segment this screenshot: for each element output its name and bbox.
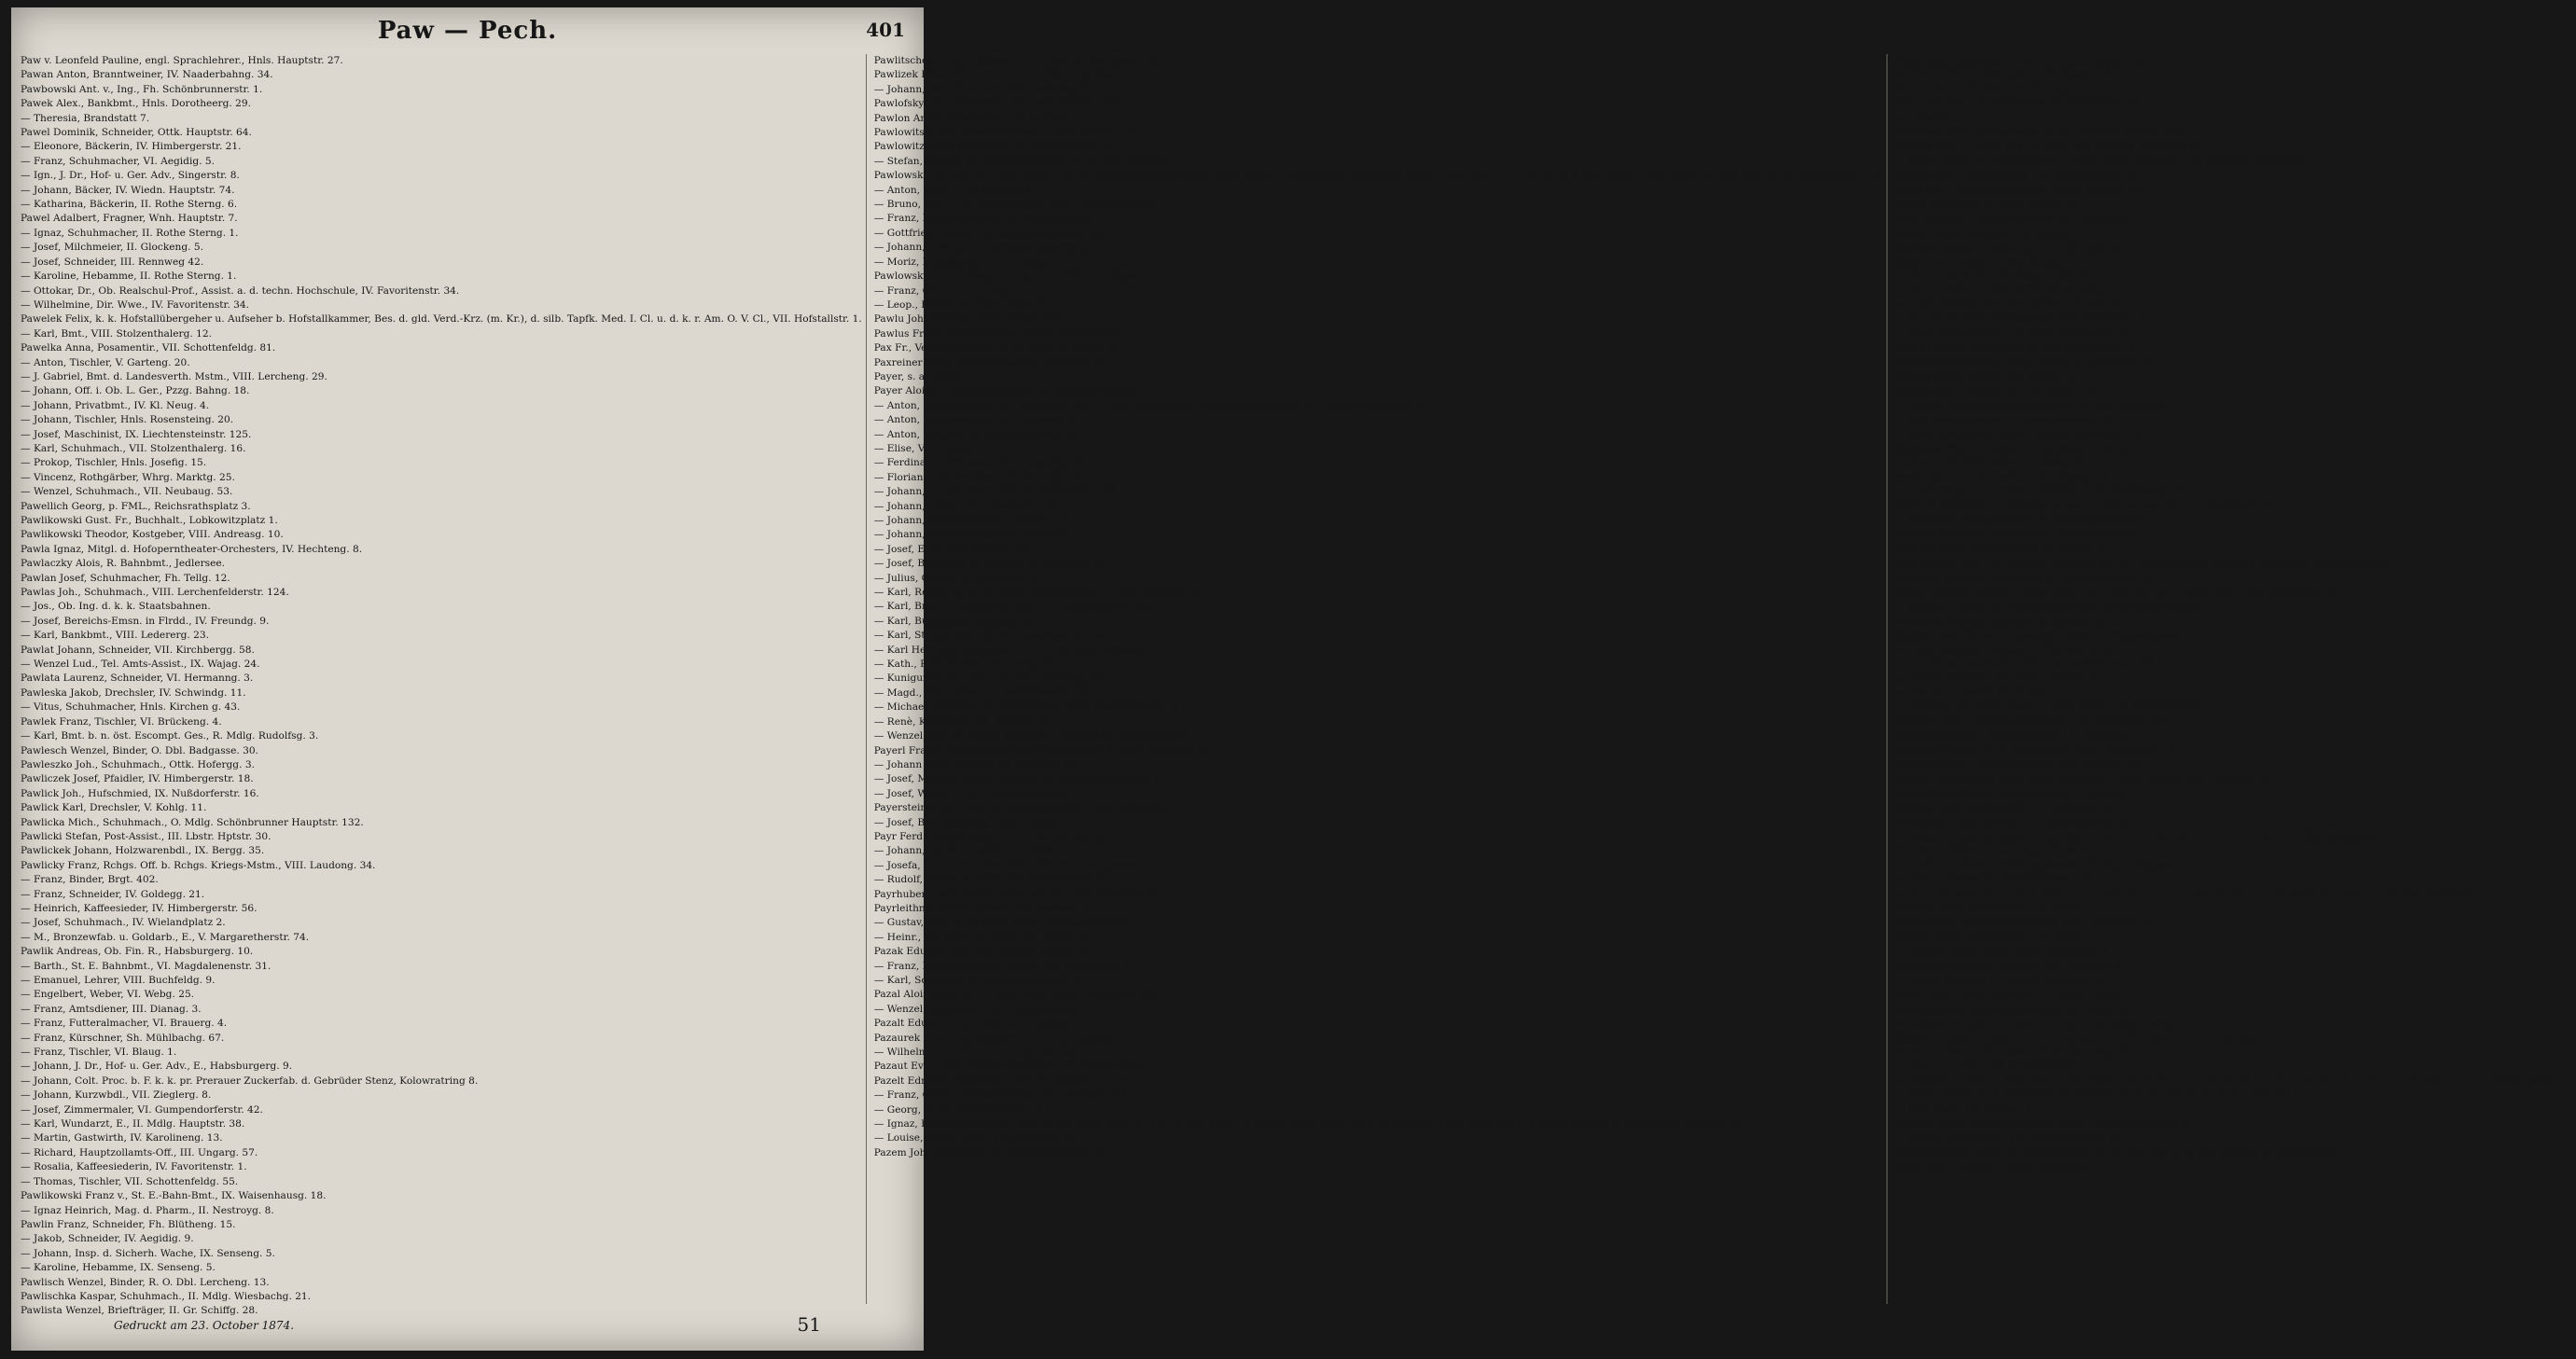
directory-entry: Pawlesch Wenzel, Binder, O. Dbl. Badgasse. 30. <box>21 744 258 756</box>
directory-entry: — Johann, Magist. Bmt., VII. Mariahilferstr. 120. <box>873 486 1119 498</box>
directory-entry: — Gustav, Bmt. d. R. Bahn, Whrg. Michaelerstraße 7. <box>873 917 1142 929</box>
directory-entry: — Elise, VII. Kaiserstr. 16. <box>873 442 1007 454</box>
directory-entry: Pechlet Adele, Tabaktrafik., III. Beatrixg. 32. <box>1894 802 2119 814</box>
directory-entry: — Franz, Historienmaler, III. Marokkanerg. 7. <box>873 213 1106 225</box>
directory-entry: Pawlick Joh., Hufschmied, IX. Nußdorferstr. 16. <box>21 787 259 799</box>
directory-entry: — Franz, Binder, Brgt. 402. <box>21 874 159 886</box>
directory-entry: Payrhuber Ignaz, Stadtlohnwagen-Inh., Minoritenplatz 6. <box>873 888 1162 900</box>
directory-entry: Pazroiner Josef, Goldarbeiter, R. Fh. Verläng. Brunng. 674. <box>1894 127 2190 139</box>
directory-entry: Pechiv v. Weitenfeld Karl, Milit. Zahlmeist. i. Gen. Cmdo., VIII. Laudong. 31. <box>1894 773 2277 785</box>
directory-entry: Paxreiner Josef, Goldarbeiter, VII. Seideng. 21. <box>873 356 1109 368</box>
directory-entry: — Karl, Bmt. b. n. öst. Escompt. Ges., R. Mdlg. Rudolfsg. 3. <box>21 730 319 742</box>
directory-entry: — Karl, Wundarzt, E., II. Mdlg. Hauptstr. 38. <box>21 1118 245 1130</box>
directory-entry: Pečar Michael, Gymnasiallehrer, III. Blütheng. 6. <box>1894 213 2140 225</box>
directory-entry: — Karoline, Hebamme, IX. Senseng. 5. <box>21 1262 216 1274</box>
directory-entry: — Johann Paul, Tischler, III. Adamsg. 10. <box>873 758 1079 770</box>
directory-entry: Pecky Andreas v., Gutsbes., IV. Marianneng. 10. <box>1894 1047 2135 1059</box>
directory-entry: — Franz, Geschäftsleiter, VI. Wallg. 9. <box>1894 457 2086 469</box>
directory-entry: — Franz, Gastwirth, IV. Hauptstraße 61. <box>1894 270 2097 283</box>
directory-entry: — Ignaz, Schuhmacher, II. Rothe Sterng. 1. <box>21 227 239 239</box>
directory-entry: — Wilhelmine, Dir. Wwe., IV. Favoritenstr. 34. <box>21 298 250 311</box>
directory-entry: Pečinka Anton, Assecuranzbmt., Hnls. Leitermayergasse 4. <box>1894 1118 2192 1130</box>
directory-entry: — Johann, Privatbmt., IV. Kl. Neug. 4. <box>21 399 210 411</box>
directory-entry: — Johann, Tischler, Hnls. Rosensteing. 20. <box>21 414 234 426</box>
directory-entry: — M., Bronzewfab. u. Goldarb., E., V. Margaretherstr. 74. <box>21 931 310 943</box>
directory-entry: Pazaurek Franz, Schuhmach., Hnls. Dorotheerg. 39. <box>873 1032 1136 1044</box>
directory-entry: — Heinr., Off. Off. b. R. Bahn, VI. Bayerg. 7. <box>873 931 1093 943</box>
directory-entry: — Karl, Bmt. b. Union-Bau-Ges., VIII. Florianigasse 66. <box>873 601 1150 613</box>
page-footer <box>11 1313 924 1341</box>
directory-entry: — Emanuel, Lehrer, VIII. Buchfeldg. 9. <box>21 975 216 986</box>
directory-entry: — Josef, E., II. Obl. Silberg. 97. <box>873 543 1031 555</box>
directory-entry: — Karl, Buchhalter, Nußdorf 49. <box>873 615 1037 627</box>
directory-entry: — Anton, Ingen., Fh. Märzstr. 9. <box>873 184 1036 196</box>
directory-entry: Pecen Wenzel, Fragner, VII. Stiftg. 17. <box>1894 227 2087 239</box>
directory-entry: Pechhofmann v. Pechhofen Karl, VII. Seideng. 16. <box>1894 758 2144 770</box>
printed-date-note: Gedruckt am 23. October 1874. <box>114 1319 295 1332</box>
directory-entry: — Magd., Hmt. Wwe., IX. Nußdorferstr. 26. <box>873 686 1093 699</box>
signature-mark: 51 <box>797 1313 821 1336</box>
directory-entry: — Johann, Fleischhauer, Brgt. Othmarstr. 61. <box>1894 845 2122 857</box>
directory-entry: — Karoline, Hebamme, II. Rothe Sterng. 1. <box>21 270 237 283</box>
directory-entry: — Josef, Wirth, E., IX. Liechtensteinstr. 7. <box>873 787 1083 799</box>
directory-entry: — Wenzel Lud., Tel. Amts-Assist., IX. Wajag. 24. <box>21 659 260 671</box>
directory-entry: Pawel Dominik, Schneider, Ottk. Hauptstr. 64. <box>21 127 252 139</box>
directory-entry: Payrleithner Gustav, Agent, VII. Zieglerg. 2. <box>873 902 1094 914</box>
directory-entry: Pawelka Anna, Posamentir., VII. Schottenfeldg. 81. <box>21 342 276 354</box>
directory-entry: Pawlicki Stefan, Post-Assist., III. Lbstr. Hptstr. 30. <box>21 830 272 842</box>
directory-entry: — Engelbert, Weber, VI. Webg. 25. <box>21 989 195 1001</box>
directory-entry: — Vitus, Schuhmacher, Hnls. Kirchen g. 43. <box>21 701 241 714</box>
directory-entry: — Richard, Hauptzollamts-Off., III. Ungarg. 57. <box>21 1146 258 1158</box>
directory-entry: Pazil Anna, Kaufmann-Wwe., III. Lbstr. Hptstr. 78. <box>1894 55 2146 66</box>
directory-entry: Pečenka Anton, Militär Unt. Arzt, IX. Ackerg. 6. <box>1894 242 2135 254</box>
directory-entry: Pazourek Franz, Schuhmacher, IV. Fleischmanng. 4. <box>1894 98 2156 110</box>
directory-entry: — Josef, Bildhauer u. Tischler, IV. Zieglerg. 18. <box>873 558 1108 570</box>
directory-entry: Pechhaker Heinr., Kleinfuhrmann, U. Czerning. <box>1894 730 2132 742</box>
directory-entry: — Anton, Fragner, V. Kettenbrückeng. 9. <box>873 428 1078 440</box>
directory-entry: — Jos., St. E.-Bahn-Bureauchef, VIII. Buchfeldg. 9. <box>1894 313 2148 326</box>
directory-entry: Pawlata Laurenz, Schneider, VI. Hermanng. 3. <box>21 673 254 685</box>
directory-entry: — Heinrich, Kaffeesieder, IV. Himbergerstr. 56. <box>21 902 258 914</box>
directory-entry: — Ign., J. Dr., Hof- u. Ger. Adv., Singerstr. 8. <box>21 170 240 182</box>
directory-entry: — Josef, Maschinist, IX. Liechtensteinstr. 125. <box>21 428 252 440</box>
directory-entry: Pecho Anton, Cartonagearbeiter, Hnls. Kircheng. 7. <box>1894 917 2153 929</box>
column-2 <box>874 54 1887 1304</box>
running-head: Paw — Pech. <box>377 17 558 45</box>
directory-entry: Pechmann Adolf, Cassier, VI. Mariahilferstr. 55. <box>1894 816 2134 828</box>
directory-entry: Pawleska Jakob, Drechsler, IV. Schwindg. 11. <box>21 686 246 699</box>
directory-entry: Pawlek Franz, Tischler, VI. Brückeng. 4. <box>21 715 222 728</box>
directory-entry: Pawlu Joh., Tischler, Ottk. Querg. 20. <box>873 313 1061 326</box>
directory-entry: — Franz, Futteralmacher, VI. Brauerg. 4. <box>21 1018 228 1030</box>
directory-entry: Pazzani Alex., v. Insp. b. d. R. Bahn, III. Landstr. Hauptstr. 75. <box>1894 141 2206 153</box>
directory-entry: Pawlikowski Gust. Fr., Buchhalt., Lobkowitzplatz 1. <box>21 515 278 526</box>
directory-entry: — Wenzel, p. Major, IV. Victorg. 8. <box>1894 686 2066 699</box>
directory-entry: Pazem Joh., Spediteur, IX. Liechtensteinstr. 14. <box>873 1146 1110 1158</box>
directory-entry: — Louise, Hptm. Wwe., IV. Kurrentg. 10. <box>873 1132 1079 1144</box>
directory-entry: Pawlikowski Franz v., St. E.-Bahn-Bmt., IX. Waisenhausg. 18. <box>21 1190 327 1202</box>
directory-entry: — Ferdinand, Schlosser, VII. Neustiftg. 26. <box>873 457 1089 469</box>
directory-entry: — Florian, Schuhmacher, IV. Freundg. 10. <box>873 471 1085 483</box>
directory-entry: — Josef, Milchmeier, II. Glockeng. 5. <box>21 242 203 254</box>
directory-entry: — Michael, Drechsler u. Hutformener, VIII. Josefstädterstr. 61. <box>873 701 1190 714</box>
directory-entry: — Johann, Off. i. Ob. L. Ger., Pzzg. Bahng. 18. <box>21 385 250 397</box>
directory-entry: — Joh., Schuhmacher, VI. Josefstädterstr. 83. <box>1894 414 2121 426</box>
directory-entry: Pechary Franziska, Tabaktrafik., Wiltprettmarkt 3. <box>1894 529 2148 541</box>
directory-entry: — Karl, Bankbmt., VIII. Ledererg. 23. <box>21 630 209 642</box>
directory-entry: — Katharina, Bäckerin, II. Rothe Sterng. 6. <box>21 199 238 211</box>
directory-entry: — Gottfried, Friseur, Fh. Schönbrunnerstr. 48. <box>873 227 1107 239</box>
directory-entry: — Josef, Magistr. Steuer-Execut., III. Sechskrügelgasse 10. <box>873 773 1170 785</box>
directory-entry: — Franz, Kürschner, Sh. Mühlbachg. 67. <box>21 1032 225 1044</box>
directory-entry: — Wenzel, Schuhmach., VII. Neubaug. 53. <box>21 486 233 498</box>
directory-entry: — Johann, Colt. Proc. b. F. k. k. pr. Prerauer Zuckerfab. d. Gebrüder Stenz, Kolowratring 8. <box>21 1075 479 1087</box>
directory-entry: — Josef, Tischler, R. Lcht. verläng. Brunng. 62. <box>1894 298 2130 311</box>
directory-entry: — Karl, Schuhmach., VII. Stolzenthalerg. 16. <box>21 442 246 454</box>
directory-entry: — Rit. v. Massen Ed., p. k. k. F.M.L., R. d. eis. Kr. u. d. k. r. Ann.-O. III. Cl. u. d. bayr. Civ. Verd. O., IV. Favoritestraße 2. <box>1894 888 2488 900</box>
directory-entry: — Rudolf, Privat-Bmt., III. Schlachthausg. 20. <box>1894 1132 2124 1144</box>
directory-entry: Pechanek Franz, Fragner, VI. Gumpendorferstr. 155. <box>1894 442 2160 454</box>
directory-entry: — Julius, Glaser, III. Rochusg. 23. <box>873 572 1043 584</box>
directory-entry: — Wenzel, Schneider, VIII. Fuhrmannsg. 7. <box>873 1003 1091 1015</box>
directory-entry: Payerl Franz, Oberlehrer in Neu-Lerchenfeld, R. Schf. Hauptstr. 54. <box>873 744 1215 756</box>
directory-entry: Pawlicka Mich., Schuhmach., O. Mdlg. Schönbrunner Hauptstr. 132. <box>21 816 364 828</box>
column-3 <box>1895 54 2576 1304</box>
directory-entry: Pecht Fritz, Privat-Secretär, IV. Wiedn. Hptstr. 2. <box>1894 989 2139 1001</box>
directory-entry: Payr Ferd., Seidenzeugfab., VI. Hermanng. 14. <box>873 830 1109 842</box>
directory-entry: Pecha Johann, Schneider, VII. St. Ulrichsplatz 4. <box>1894 342 2137 354</box>
directory-entry: — Anton, Schuhmacher, VII. Richterg. 9. <box>873 414 1079 426</box>
directory-entry: — Beata de, Bmt., VII. Auerspergstr. 13. <box>1894 1061 2097 1073</box>
directory-entry: — Franz, Damen-Confect. Gesch., III. Kreuzerstr. 6. <box>873 960 1134 972</box>
directory-entry: — Renè, Kaufmann, III. Barichg. 28. <box>873 715 1056 728</box>
directory-entry: Pawlikowski Theodor, Kostgeber, VIII. Andreasg. 10. <box>21 529 284 541</box>
directory-entry: — Johann, Kurzwbdl., VII. Zieglerg. 8. <box>21 1089 212 1102</box>
directory-entry: Pechwill Gustav, Rchgs. R. i. Fin. Mstm., R. d. Frz. Jos. O., VIII. Floriang. 3. <box>1894 1032 2272 1044</box>
directory-entry: — Josef, Victualienhdl., II. Mdlg. Johanneng. 51. <box>1894 327 2137 340</box>
directory-entry: Pawlowski Alex. Rit. v., J. Dr., Hof-R., Dir. d. Theresianischen Akad., Präs. Emsn. d. staatswiss. Staatsprüf. Emsn., R. d. eis. Kr. III. Cl., u. d. k. Fr. Jos.-O., I. Cl., Emdr. d. bras. Ros. O., IV. Favoritenstr. 15. <box>873 170 1883 182</box>
directory-entry: — Theresia, Brandstatt 7. <box>21 112 150 124</box>
directory-entry: Pawlischka Kaspar, Schuhmach., II. Mdlg. Wiesbachg. 21. <box>21 1290 312 1302</box>
directory-entry: Pawlowitz Josef, Schneider, IV. Pazmaniteng. 13. <box>873 141 1117 153</box>
directory-columns <box>21 54 2572 1317</box>
page-number: 401 <box>866 19 905 41</box>
directory-entry: — Johann, J. Dr., Hof- u. Ger. Adv., E., Habsburgerg. 9. <box>21 1061 293 1073</box>
directory-entry: Pechtold Josef, Siegelmarkenfab., VI. Wallg. 33. <box>1894 1003 2134 1015</box>
directory-entry: Pazofsky Johann, Spängler, VIII. Tigerg. 28. <box>1894 69 2114 81</box>
directory-entry: — Johann, Bäcker, IV. Wiedn. Hauptstr. 74. <box>21 184 235 196</box>
directory-entry: Pawlat Johann, Schneider, VII. Kirchbergg. 58. <box>21 644 255 656</box>
directory-entry: — Anton, Tischler, E., Rdlsfh. Fischerg. 29. <box>1894 975 2110 986</box>
directory-entry: Pazaut Eva, Harmonikamacher-Wwe., V. Johannagasse 4. <box>873 1061 1160 1073</box>
directory-entry: — Robert, Korkfab., IV. Wiedn. Hptstr. 29. <box>1894 673 2105 685</box>
directory-entry: Payer Aloisia, Tabaktrafikantin, VI. Barnabitengasse 8. <box>873 385 1149 397</box>
directory-entry: — Wilhelm, Tel. Amts-Assist. i. Hnls. Mstm., II. Barichgasse 7. <box>1894 701 2207 714</box>
directory-entry: — Josef, Maschinen-Ingen., Rdlsfh. Arnsteing. 25. <box>1894 428 2144 440</box>
directory-entry: — Anton, Schuhmacher, VII. Kaiserstr. 104, F. Paul Payer's Sohn, Schuhwarenverlag, VII. Schottenfelderstr. 29. <box>873 399 1433 411</box>
directory-entry: Pawlicky Franz, Rchgs. Off. b. Rchgs. Kriegs-Mstm., VIII. Laudong. 34. <box>21 859 376 871</box>
directory-entry: Pechotsch Adalbert, Musiklr., Fh. Würffelg. 4. <box>1894 960 2124 972</box>
directory-entry: Pawek Alex., Bankbmt., Hnls. Dorotheerg. 29. <box>21 98 251 110</box>
directory-entry: Pecival Johann, Ingen. u. Stadtbaumstr., R. d. Frz. Jos. O., F. Joh. Pecival, II. Schiffamtsg. 7. <box>1894 1146 2352 1158</box>
directory-entry: — Johann, Insp. d. Sicherh. Wache, IX. Senseng. 5. <box>21 1247 275 1259</box>
directory-entry: — Karl Heinrich, Zeitungs-Cor., III. Marokkanergasse 8. <box>873 644 1156 656</box>
directory-entry: — Josef, Schuhmach., IV. Wielandplatz 2. <box>21 917 226 929</box>
directory-entry: — Josefa, Statistin a. Hofburgtheater, VII. Spindlergasse 3. <box>1894 859 2191 871</box>
directory-entry: — Johann, Metalldrucker, V. Wehrg. 17. <box>873 515 1072 526</box>
directory-entry: Pawellich Georg, p. FML., Reichsrathsplatz 3. <box>21 500 251 512</box>
directory-entry: — Georg, E., VI. Mariahilferstr. 9. <box>873 1103 1044 1116</box>
directory-entry: — Leop., Bildhauer, Hnls. Steinerg. 7. <box>873 298 1065 311</box>
directory-entry: Pax Fr., Verkehrs-Assist. b. St. Bahn, V. Krong. 8. <box>873 342 1119 354</box>
directory-entry: — Johann, Fiaker, Brgt. Rafaelg. 104. <box>873 500 1062 512</box>
directory-entry: Pazak Eduard, Bmt., III. Landstr. Hptstr. 74. <box>873 946 1095 958</box>
directory-entry: — Kaspar, Calculant d. öberst. Rchgs. Hof. Kärathnerstr. 21. <box>1894 1018 2197 1030</box>
directory-entry: — Franz, Schneider, IV. Goldegg. 21. <box>21 888 205 900</box>
directory-entry: — Karl, Branntweinsch., VIII. Lerchenfelderstr. 118. <box>1894 659 2157 671</box>
directory-entry: — Vincenz, Rothgärber, Whrg. Marktg. 25. <box>21 471 235 483</box>
directory-entry: — Rosalia, Kaffeesiederin, IV. Favoritenstr. 1. <box>21 1161 247 1173</box>
directory-entry: — Josefa, F. Carl Payr, Bandfab., VII. Hermanngasse 8. <box>873 859 1149 871</box>
directory-entry: — Karl, Schneider, IV. Margarethenstr. 29. <box>873 975 1088 986</box>
directory-entry: Pechata Julius, Gutsbesitzer, VI. Engelg. 4. <box>1894 543 2110 555</box>
directory-entry: — Johann, p. Bmt., Fh. Schönbrunnerstr. 20. <box>873 242 1097 254</box>
page-header <box>11 13 924 50</box>
directory-entry: Pawlaczky Alois, R. Bahnbmt., Jedlersee. <box>21 558 226 570</box>
directory-entry: Pazal Alois, Bmt. d. Frz. Jos. Bahn, Brgt. Treustraße 408. <box>873 989 1160 1001</box>
directory-entry: — Prokop, Tischler, Hnls. Josefig. 15. <box>21 457 207 469</box>
column-1 <box>21 54 867 1317</box>
directory-entry: — Franz, Baron, k. k. Kämmerer, p. Hofrath, R. d. eis. Kr., II. Cl. d. k. r. Ann.-O. 3. <box>1894 1089 2304 1102</box>
directory-entry: Pawlisch Wenzel, Binder, R. O. Dbl. Lercheng. 13. <box>21 1276 270 1288</box>
directory-entry: Paw v. Leonfeld Pauline, engl. Sprachlehrer., Hnls. Hauptstr. 27. <box>21 55 343 66</box>
directory-entry: — Franz, Hauptmünzamts-Probirer, III. Am Heumarkt 1. <box>1894 399 2178 411</box>
directory-entry: Pechot Eman., Privat-Bmt., III. Parkg. 1. <box>1894 931 2096 943</box>
directory-entry: Pawelek Felix, k. k. Hofstallübergeher u. Aufseher b. Hofstallkammer, Bes. d. gld. Verd.-Krz. (m. Kr.), d. silb. Tapfk. Med. I. Cl. u. d. k. r. Am. O. V. Cl., VII. Hofstallstr. 1. <box>21 313 862 326</box>
directory-entry: — Kath., R. Schf. Berl. Bernardg. 28. <box>873 659 1059 671</box>
directory-entry: — Anton, Tischler, V. Garteng. 20. <box>21 356 190 368</box>
directory-entry: Pecher Alois, Factor d. Staatsdruckerei, V. Franzensgasse 17. <box>1894 630 2203 642</box>
directory-entry: Pawlin Franz, Schneider, Fh. Blütheng. 15. <box>21 1218 236 1230</box>
directory-entry: — Johann, Bank-Econtist, VIII. Ledererg. 30. <box>873 83 1098 95</box>
directory-entry: Pazelt Edmund, Drechsler, Ottk. Pppenplatz 2. <box>873 1075 1107 1087</box>
directory-entry: — Josef, Rchgs. R. b. oberst. Rchgshof., IV. Karolineng. 26. <box>1894 486 2189 498</box>
directory-entry: Pazont Franz, Tischler, IV. Erlachg. 11. <box>1894 83 2090 95</box>
directory-entry: — Franz, Wolkschullehrer, VI. Sandwirthg. 5. <box>1894 284 2122 297</box>
directory-entry: Pawlitschek Franz, Uhrmach., VII. Mariahilferstraße 116. <box>873 55 1163 66</box>
directory-entry: — Ignaz, Handelsschul-Inh., Bes. d. gld. Verd. Krz. (m. Kr.), d. silb. Med., d. brone. Med. Paris 1867, d. Fortschr. Med. Wien 1873, F. Ignaz Pazelt's u. Lehrmittel. Salonstr. 9. <box>873 1118 1740 1130</box>
directory-entry: — Wenzel, Bmt. d. österr. Bau-Ges. „Austria“ IX. Ackergasse 6. <box>873 730 1190 742</box>
directory-entry: Pechaczek Franziska, Hptm. Wwe., IV. Lufthadg. 12. <box>1894 356 2158 368</box>
directory-entry: Pawlowsky Anton, Haupt-Zollamtsoff., VIII. Kochgasse 18. <box>873 270 1165 283</box>
directory-entry: Peball Therese v., IV. Unt. Alleeg. 26. <box>1894 199 2081 211</box>
directory-entry: — Ignaz Heinrich, Mag. d. Pharm., II. Nestroyg. 8. <box>21 1204 274 1216</box>
directory-entry: — Ottokar, Dr., Ob. Realschul-Prof., Assist. a. d. techn. Hochschule, IV. Favoritenstr. 34. <box>21 284 460 297</box>
directory-entry: Pawlowitsch Joh., Frucht-Sensal, II. Fldg. Pfarrg. 20. <box>873 127 1139 139</box>
directory-entry: Pawlick Karl, Drechsler, V. Kohlg. 11. <box>21 802 207 814</box>
directory-entry: Pechak Franz, Weber, Sh. Wehrg. 15. <box>1894 370 2081 382</box>
directory-entry: — Josef, Bereichs-Emsn. in Flrdd., IV. Freundg. 9. <box>21 615 270 627</box>
directory-entry: Pechhaus Johann, k. k. Amtsdiener, VIII. Lammgasse 12. <box>1894 744 2179 756</box>
directory-entry: Pechenik Wilhelm, Juwelier, II. Taborstr. 51. <box>1894 615 2115 627</box>
directory-entry: Peck Ignaz, Tuchhdl., Hnls. Hauptstr. 8. <box>1894 1161 2096 1173</box>
directory-entry: — Franz, Gold- u. Silberplättner, VII. Neubaug. 64. <box>873 1089 1130 1102</box>
directory-entry: Pawlofsky Joh., Privatbmt., III. Lbstr. Hptstr. 136. <box>873 98 1122 110</box>
directory-entry: Pawlickek Johann, Holzwarenbdl., IX. Bergg. 35. <box>21 845 265 857</box>
directory-entry: — Victor, Cassier, VI. Mariahilferstr. 55. <box>1894 874 2095 886</box>
directory-entry: Pawlista Wenzel, Briefträger, II. Gr. Schiffg. 28. <box>21 1305 258 1317</box>
directory-entry: — Barth., St. E. Bahnbmt., VI. Magdalenenstr. 31. <box>21 960 272 972</box>
directory-entry: — Josef, Bau-Schlosser, Hnls. Palffyg. 1. <box>873 816 1074 828</box>
directory-entry: — Wilhelm, k. k. Hptm., VI. Kopernicusg. 25. <box>873 1047 1099 1059</box>
directory-entry: — Franz Wenzel, Fragner, II. Theresieng. 4. <box>1894 644 2114 656</box>
directory-entry: — Karl, Rchgs. Off. b. d. städt. Buchhaltung, E., VIII. Floriang. 66. <box>873 587 1206 599</box>
directory-entry: — Bruno, Dir. d. Wr. Rück-Versich. Ges., Hohenstaufeng. 12. <box>873 199 1176 211</box>
directory-entry: — Karl, Bmt., III. Traung. 1. <box>1894 1103 2036 1116</box>
directory-entry: — Jakob, Schneider, IV. Aegidig. 9. <box>21 1233 194 1245</box>
directory-entry: Payersteiner Joh., Bau- u. Portal-Schlosser, Hnls. Mayßeng. 6. <box>873 802 1184 814</box>
directory-entry: Pawel Adalbert, Fragner, Wnh. Hauptstr. 7. <box>21 213 238 225</box>
directory-entry: Pechan Alois, Portier, IV. Unt. Alleeg. 30. <box>1894 385 2099 397</box>
directory-entry: Pechert Nikol., Instrumentenmach., VI. Stumperg. 26. <box>1894 715 2167 728</box>
directory-entry: — Franz, Amtsdiener, III. Dianag. 3. <box>21 1003 202 1015</box>
directory-entry: Pawla Ignaz, Mitgl. d. Hofoperntheater-Orchesters, IV. Hechteng. 8. <box>21 543 363 555</box>
directory-entry: — Wenzel, Assek. Bmt., Hnls. Veronikag. 3. <box>1894 946 2111 958</box>
directory-entry: Pawlas Joh., Schuhmach., VIII. Lerchenfelderstr. 124. <box>21 587 289 599</box>
directory-entry: Pawlizek Franz, Schuhmach., II. Mdlg. Rudolfsg. 30. <box>873 69 1137 81</box>
directory-entry: Peche Heinrich, Hptm. i. Gen.-Cmdo., R. d. eis. Kr. III. Cl. (Kgs. Dec.), IX. Porzellang. 54. <box>1894 587 2340 599</box>
directory-entry: — Eleonore, Bäckerin, IV. Himbergerstr. 21. <box>21 141 242 153</box>
directory-entry: Pechnik Adolf, Post-Assist., IX. Salmg. 10. <box>1894 902 2104 914</box>
directory-entry: — Karl, Strohhutfab., Hnls. Ottakringerstr. 66. <box>873 630 1108 642</box>
directory-entry: — Franz, Schuhmacher, VI. Aegidig. 5. <box>21 155 215 167</box>
directory-entry: — Jos., Ob. Ing. d. k. k. Staatsbahnen. <box>21 601 211 613</box>
directory-entry: Pechatschek Karl, III. Landstr. Hauptstr. 29, F. C. Pechatschek, Nadel- u. Emünhdl., Schreyrtgasse 3. <box>1894 558 2402 570</box>
directory-entry: — Friedrich, Zuckerbäcker, VI. Gumpendorferstr. 6. <box>1894 515 2155 526</box>
directory-entry: — Emerich v., Hof- u. Min. Secr. i. Fin. Mstm., R. d. öst. k. r. Ann.-O. III. Cl., R. d. eis. Kr. d. O. IV. Cl. u. d. pers. S. i. O., Ballhausplatz 2. <box>1894 1075 2572 1087</box>
directory-entry: — Benno v., Insp. b. Sicherh. W., Abth. Cmdt., R. d. gld. Verd. Krz. (m. d. Kr.), VII. Spindlergasse 5. <box>1894 830 2389 842</box>
directory-entry: — Julius, Ingen. b. d. Gasanst. b. d. Imp. Cont. Gas-Assoc., IV. Gaswerk Belvedere. <box>1894 155 2307 167</box>
directory-entry: Pechar Joh., Schuhmacher, VIII. Tigerg. 18. <box>1894 471 2113 483</box>
directory-entry: — Martin, Gastwirth, IV. Karolineng. 13. <box>21 1132 223 1144</box>
directory-entry: — J. Gabriel, Bmt. d. Landesverth. Mstm., VIII. Lercheng. 29. <box>21 370 327 382</box>
directory-entry: — Johann, Seidenzeugfab., VI. Westbahnstr. 7. <box>873 845 1107 857</box>
directory-entry: Pčibil Frz., Lederausschneider, Whrg. Kreuzg. 43. <box>1894 184 2145 196</box>
directory-entry: Payer, s. a. Peyer. <box>873 370 962 382</box>
directory-entry: Pechkranz Bernard, Geldwechsler, II. Afperng. 1. <box>1894 787 2141 799</box>
directory-entry: Pazalt Eduard, k. k. Obelt., VIII. Josefg. 14. <box>873 1018 1091 1030</box>
directory-entry: Pech Franz, Lehrer, Whrg. Neug. 22. <box>1894 256 2080 268</box>
directory-entry: Pawleszko Joh., Schuhmach., Ottk. Hofergg. 3. <box>21 758 255 770</box>
directory-entry: — Franz, Tischler, VI. Blaug. 1. <box>21 1047 177 1059</box>
directory-entry: Pawlus Franz, Kammmacher, Rdlsfh. Sigmundsg. 6. <box>873 327 1134 340</box>
directory-entry: Pawlan Josef, Schuhmacher, Fh. Tellg. 12. <box>21 572 230 584</box>
directory-entry: — Franz, Gürtler, V. Griesg. 35. <box>873 284 1032 297</box>
directory-entry: — Thomas, Tischler, VII. Schottenfeldg. 55. <box>21 1175 239 1187</box>
directory-entry: — Stefan, Friseur, IX. Liechtensteinstr. 15, G. Heidenschuß 2. <box>873 155 1184 167</box>
directory-entry: Pechazek Leopold, Bergolder, VI. Schottenfeldg. 53. <box>1894 572 2156 584</box>
directory-entry: — J. Herrng. 6. <box>1894 112 1970 124</box>
directory-entry: Pawan Anton, Branntweiner, IV. Naaderbahng. 34. <box>21 69 273 81</box>
directory-entry: Péchard Friedrich E., Salamierzeuger u. Delicatessenhdl., E., Kohlmarkt 22. <box>1894 500 2277 512</box>
directory-entry: — Jauzad Theresia, h. Hofschauspielerin, Babenbergerstraße 1. <box>1894 601 2215 613</box>
directory-entry: — Josef, Zimmermaler, VI. Gumpendorferstr. 42. <box>21 1103 263 1116</box>
directory-entry: — Johann, Schuhmacher, IX. Thurng. 6. <box>873 529 1073 541</box>
directory-entry: — Josef, Schneider, III. Rennweg 42. <box>21 256 204 268</box>
directory-entry: — Moriz, Kunstformer, VII. Zollerg. 13. <box>873 256 1071 268</box>
directory-entry: Pawlik Andreas, Ob. Fin. R., Habsburgerg. 10. <box>21 946 254 958</box>
directory-entry: — Kunigunde, Dr. Wwe., E., VIII. Floriang. 66. <box>873 673 1106 685</box>
directory-entry: Pawbowski Ant. v., Ing., Fh. Schönbrunnerstr. 1. <box>21 83 263 95</box>
directory-entry: Pazzer Math., Zitherlehrer, III. Sechskrügelg. 8. <box>1894 170 2137 182</box>
directory-entry: Pawlon Anton, Briefträger, III. Marxerg. 7. <box>873 112 1088 124</box>
directory-page <box>11 7 2572 1351</box>
directory-entry: — Rudolf, Seidenzeugfab., VII. Westbahnstr. 7. <box>873 874 1108 886</box>
directory-entry: Pawliczek Josef, Pfaidler, IV. Himbergerstr. 18. <box>21 773 254 785</box>
directory-entry: — Karl, Bmt., VIII. Stolzenthalerg. 12. <box>21 327 212 340</box>
